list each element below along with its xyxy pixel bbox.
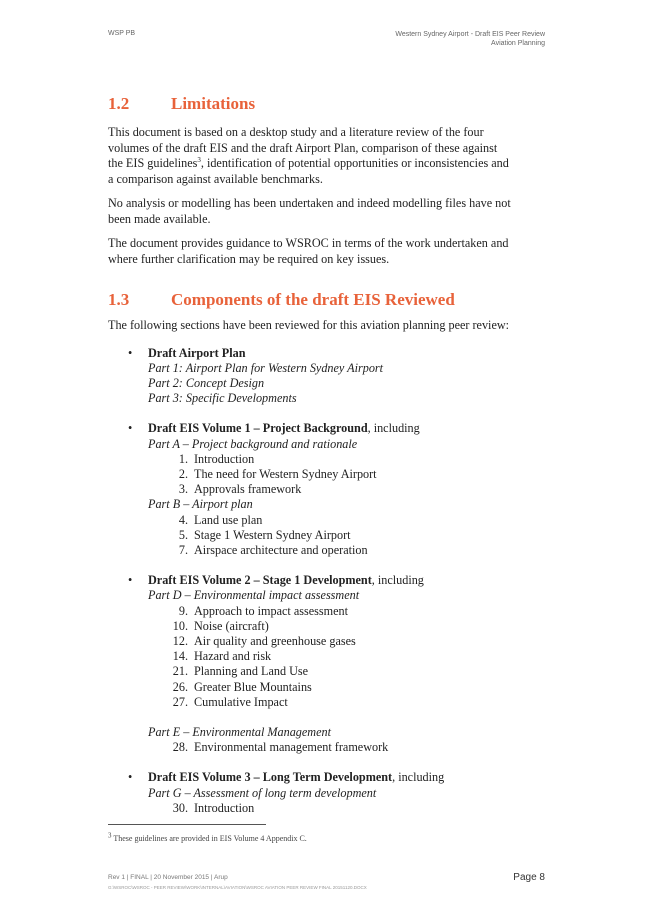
numbered-item: 4. Land use plan (178, 512, 263, 527)
bullet-title: Draft EIS Volume 2 – Stage 1 Development (148, 573, 372, 588)
numbered-item: 21. Planning and Land Use (172, 664, 309, 679)
paragraph: This document is based on a desktop study and a literature review of the four volumes of the draft EIS and the draft Airport Plan, comparison of these against the EIS guidelines$^3$, identification of potential opportunities or inconsistencies and a comparison against available benchmarks. (108, 125, 509, 186)
page-number: Page 8 (513, 872, 545, 883)
numbered-item: 5. Stage 1 Western Sydney Airport (178, 527, 351, 542)
part-label: Part 2: Concept Design (148, 375, 265, 390)
numbered-item: 3. Approvals framework (178, 482, 302, 497)
numbered-item: 9. Approach to impact assessment (178, 603, 348, 618)
numbered-item: 12. Air quality and greenhouse gases (172, 633, 356, 648)
part-label: Part 3: Specific Developments (148, 391, 297, 406)
part-label: Part D – Environmental impact assessment (148, 588, 360, 603)
bullet-icon: • (128, 770, 133, 785)
part-label: Part A – Project background and rationale (148, 436, 358, 451)
list-item: • Draft EIS Volume 1 – Project Background, including Part A – Project background and rationale 1. Introduction 2. The need for Western Sydney Airport 3. Approvals framework Part B – Airport plan 4. Land use plan 5. Stage 1 Western Sydney Airport 7. Airspace architecture and operation (128, 421, 548, 558)
page-content (108, 93, 548, 816)
heading-title: Components of the draft EIS Reviewed (171, 290, 455, 309)
paragraph: No analysis or modelling has been undertaken and indeed modelling files have not been made available. (108, 196, 511, 226)
list-item: • Draft EIS Volume 2 – Stage 1 Development, including Part D – Environmental impact assessment 9. Approach to impact assessment 10. Noise (aircraft) 12. Air quality and greenhouse gases 14. Hazard and risk 21. Planning and Land Use 26. Greater Blue Mountains 27. Cumulative Impact Part E – Environmental Management 28. Environmental management framework (128, 573, 548, 755)
numbered-item: 26. Greater Blue Mountains (172, 679, 312, 694)
part-label: Part E – Environmental Management (148, 724, 332, 739)
heading-number: 1.2 (108, 94, 130, 113)
numbered-item: 28. Environmental management framework (172, 740, 389, 755)
numbered-item: 7. Airspace architecture and operation (178, 542, 368, 557)
numbered-item: 27. Cumulative Impact (172, 694, 288, 709)
footer-file-path: G:\WSROC\WSROC - PEER REVIEW\WORK\INTERNAL\AVIATION\WSROC AVIATION PEER REVIEW FINAL 20151120.DOCX (108, 885, 367, 890)
part-label: Part G – Assessment of long term development (148, 785, 377, 800)
header-right-line2: Aviation Planning (491, 40, 545, 47)
numbered-item: 2. The need for Western Sydney Airport (178, 466, 377, 481)
numbered-item: 10. Noise (aircraft) (172, 618, 269, 633)
bullet-icon: • (128, 573, 133, 588)
bullet-icon: • (128, 421, 133, 436)
header-right (395, 30, 545, 48)
heading-title: Limitations (171, 94, 256, 113)
header-right-line1: Western Sydney Airport - Draft EIS Peer Review (395, 31, 545, 38)
numbered-item: 14. Hazard and risk (172, 649, 272, 664)
bullet-icon: • (128, 345, 133, 360)
intro-paragraph: The following sections have been reviewed for this aviation planning peer review: (108, 318, 510, 332)
heading-number: 1.3 (108, 290, 130, 309)
list-item (128, 346, 548, 407)
footnote: $^3$ These guidelines are provided in EIS Volume 4 Appendix C. (108, 831, 307, 843)
footnote-divider (108, 824, 266, 825)
heading-components (108, 289, 548, 311)
bullet-title: Draft Airport Plan (148, 345, 246, 360)
bullet-title: Draft EIS Volume 1 – Project Background (148, 421, 368, 436)
numbered-item: 1. Introduction (178, 451, 255, 466)
numbered-item: 30. Introduction (172, 800, 255, 815)
part-label: Part B – Airport plan (148, 497, 253, 512)
list-item: • Draft EIS Volume 3 – Long Term Development, including Part G – Assessment of long term development 30. Introduction (128, 770, 548, 816)
part-label: Part 1: Airport Plan for Western Sydney Airport (148, 360, 384, 375)
bullet-title: Draft EIS Volume 3 – Long Term Development (148, 770, 393, 785)
header-left: WSP PB (108, 30, 136, 37)
paragraph: The document provides guidance to WSROC in terms of the work undertaken and where further clarification may be required on key issues. (108, 236, 509, 266)
footer-left: Rev 1 | FINAL | 20 November 2015 | Arup (108, 874, 228, 881)
footnote-marker: 3 (108, 831, 112, 840)
footnote-ref: 3 (197, 155, 201, 164)
heading-limitations (108, 93, 548, 115)
